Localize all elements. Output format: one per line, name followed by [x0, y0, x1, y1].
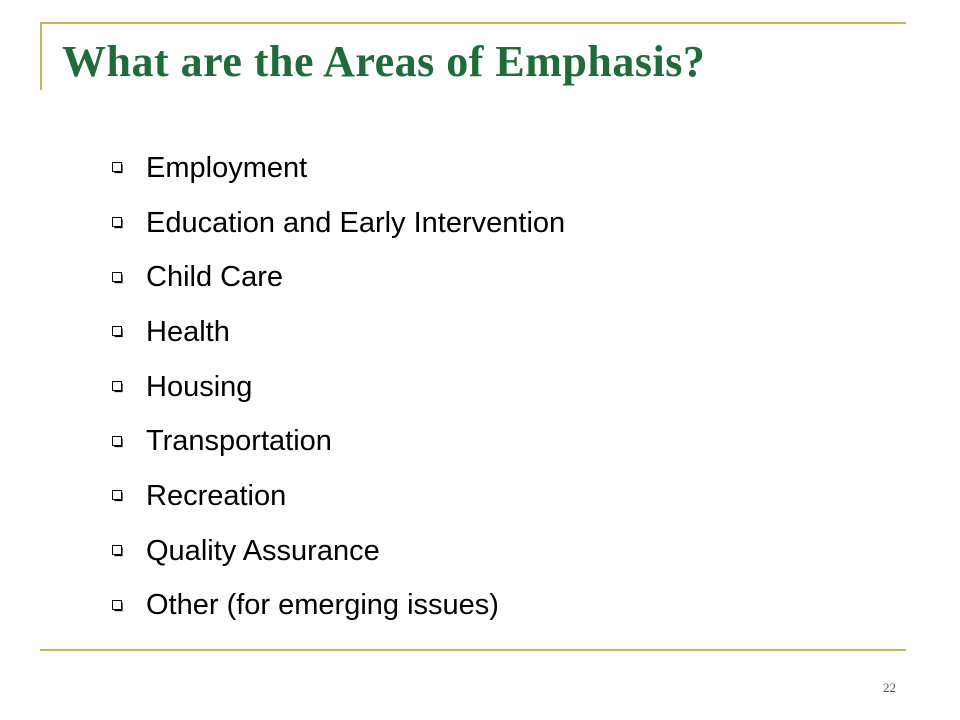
list-item [112, 305, 565, 360]
bullet-label: Quality Assurance [146, 534, 380, 567]
list-item [112, 360, 565, 415]
list-item [112, 196, 565, 251]
bullet-label: Transportation [146, 425, 332, 458]
list-item [112, 579, 565, 634]
hollow-square-bullet-icon [112, 537, 126, 565]
page-number: 22 [883, 680, 896, 695]
hollow-square-bullet-icon [112, 482, 126, 510]
hollow-square-bullet-icon [112, 209, 126, 237]
bullet-label: Recreation [146, 479, 287, 512]
list-item [112, 469, 565, 524]
bullet-label: Other (for emerging issues) [146, 589, 499, 622]
hollow-square-bullet-icon [112, 264, 126, 292]
bullet-list [112, 141, 565, 633]
list-item [112, 524, 565, 579]
hollow-square-bullet-icon [112, 318, 126, 346]
hollow-square-bullet-icon [112, 154, 126, 182]
top-rule [40, 22, 906, 24]
bullet-label: Health [146, 315, 230, 348]
hollow-square-bullet-icon [112, 592, 126, 620]
bullet-label: Employment [146, 151, 308, 184]
hollow-square-bullet-icon [112, 373, 126, 401]
bottom-rule [40, 649, 906, 651]
list-item [112, 250, 565, 305]
hollow-square-bullet-icon [112, 428, 126, 456]
slide-title: What are the Areas of Emphasis? [62, 37, 706, 86]
list-item [112, 141, 565, 196]
list-item [112, 414, 565, 469]
left-rule [40, 22, 42, 90]
bullet-label: Child Care [146, 261, 283, 294]
bullet-label: Housing [146, 370, 253, 403]
bullet-label: Education and Early Intervention [146, 206, 566, 239]
